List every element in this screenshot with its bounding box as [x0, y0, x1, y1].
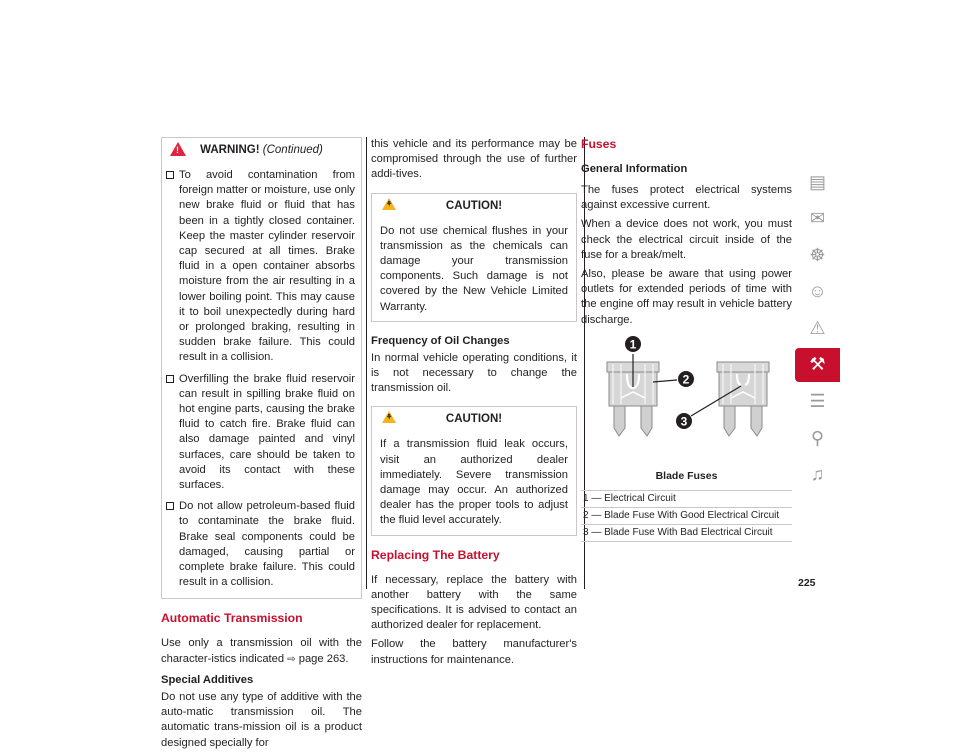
checkbox-bullet-icon [166, 502, 174, 510]
fuses-text-1: The fuses protect electrical systems against excessive current. [581, 184, 792, 212]
blade-fuses-figure [581, 332, 792, 462]
warning-icon: ! [170, 142, 186, 156]
fuses-heading: Fuses [581, 137, 617, 151]
warning-bullet: Do not allow petroleum-based fluid to contaminate the brake fluid. Brake seal components could be damaged, causing partial or complete brake failure. This could result in a collision. [166, 499, 355, 590]
general-info-heading: General Information [581, 163, 688, 175]
airbag-person-icon[interactable]: ☺ [808, 281, 827, 302]
car-service-icon[interactable]: ⚒ [795, 348, 840, 382]
caution-header [372, 407, 576, 431]
oil-changes-heading: Frequency of Oil Changes [371, 334, 510, 347]
dashboard-icon[interactable]: ▤ [808, 171, 826, 192]
column-3 [581, 137, 792, 542]
special-additives-continued: this vehicle and its performance may be compromised through the use of further addi-tives. [371, 138, 577, 181]
fuses-text-2: When a device does not work, you must check the electrical circuit inside of the fuse for a break/melt. [581, 218, 792, 261]
envelope-car-icon[interactable]: ✉ [809, 208, 826, 229]
figure-caption: Blade Fuses [655, 470, 718, 483]
svg-text:1: 1 [629, 337, 637, 352]
checkbox-bullet-icon [166, 171, 174, 179]
specifications-icon[interactable]: ☰ [809, 391, 826, 412]
caution-icon: ⚘ [382, 198, 396, 210]
caution-box-2 [371, 406, 577, 535]
special-additives-heading: Special Additives [161, 673, 254, 686]
checkbox-bullet-icon [166, 375, 174, 383]
warning-box [161, 137, 362, 599]
callout-2 [678, 371, 694, 387]
svg-text:3: 3 [680, 414, 688, 429]
caution-title: CAUTION! [445, 413, 503, 426]
page-number: 225 [798, 577, 816, 589]
fuse-bad-image [717, 362, 769, 436]
column-1 [161, 137, 362, 755]
car-warning-icon[interactable]: ⚠ [809, 317, 826, 338]
search-index-icon[interactable]: ⚲ [810, 427, 825, 448]
auto-transmission-intro: Use only a transmission oil with the character-istics indicated ⇨ page 263. [161, 637, 362, 665]
warning-subtitle: (Continued) [262, 144, 323, 156]
steering-wheel-icon[interactable]: ☸ [809, 244, 826, 265]
page-ref-link[interactable]: page 263. [298, 652, 349, 665]
caution-title: CAUTION! [445, 199, 503, 212]
legend-item: 3 — Blade Fuse With Bad Electrical Circuit [581, 524, 792, 542]
warning-bullet: To avoid contamination from foreign matter or moisture, use only new brake fluid or fluid that has been in a tightly closed container. Keep the master cylinder reservoir cap secured at all times. Brake fluid in a open container absorbs moisture from the air resulting in a lower boiling point. This may cause it to boil unexpectedly during hard or prolonged braking, resulting in sudden brake failure. This could result in a collision. [166, 168, 355, 366]
warning-bullet: Overfilling the brake fluid reservoir can result in spilling brake fluid on hot engine parts, causing the brake fluid to catch fire. Brake fluid can also damage painted and vinyl surfaces, care should be taken to avoid its contact with these surfaces. [166, 372, 355, 494]
chapter-tabs [795, 165, 840, 494]
battery-heading: Replacing The Battery [371, 547, 500, 562]
auto-transmission-heading: Automatic Transmission [161, 611, 303, 626]
caution-text: If a transmission fluid leak occurs, visit an authorized dealer immediately. Severe transmission damage may occur. An authorized dealer has the proper tools to adjust the fluid level accurately. [380, 438, 568, 527]
legend-item: 2 — Blade Fuse With Good Electrical Circuit [581, 507, 792, 524]
caution-icon: ⚘ [382, 411, 396, 423]
battery-text-2: Follow the battery manufacturer's instructions for maintenance. [371, 638, 577, 666]
svg-text:2: 2 [682, 372, 690, 387]
special-additives-text: Do not use any type of additive with the auto-matic transmission oil. The automatic trans-mission oil is a product designed specially for [161, 690, 362, 749]
caution-header [372, 194, 576, 218]
warning-title: WARNING! [200, 144, 260, 156]
battery-text-1: If necessary, replace the battery with another battery with the same specifications. It is advised to contact an authorized dealer for replacement. [371, 573, 577, 632]
fuses-text-3: Also, please be aware that using power outlets for extended periods of time with the engine off may result in vehicle battery discharge. [581, 268, 792, 326]
column-divider [366, 137, 367, 589]
legend-item: 1 — Electrical Circuit [581, 490, 792, 507]
callout-3 [676, 413, 692, 429]
caution-text: Do not use chemical flushes in your transmission as the chemicals can damage your transmission components. Such damage is not covered by the New Vehicle Limited Warranty. [380, 224, 568, 313]
callout-1 [625, 336, 641, 352]
page-ref-arrow-icon: ⇨ [287, 653, 296, 665]
warning-header [162, 138, 361, 162]
caution-box-1 [371, 193, 577, 322]
oil-changes-text: In normal vehicle operating conditions, it is not necessary to change the transmission oil. [371, 351, 577, 395]
multimedia-icon[interactable]: ♫ [810, 464, 825, 485]
column-2 [371, 137, 577, 672]
